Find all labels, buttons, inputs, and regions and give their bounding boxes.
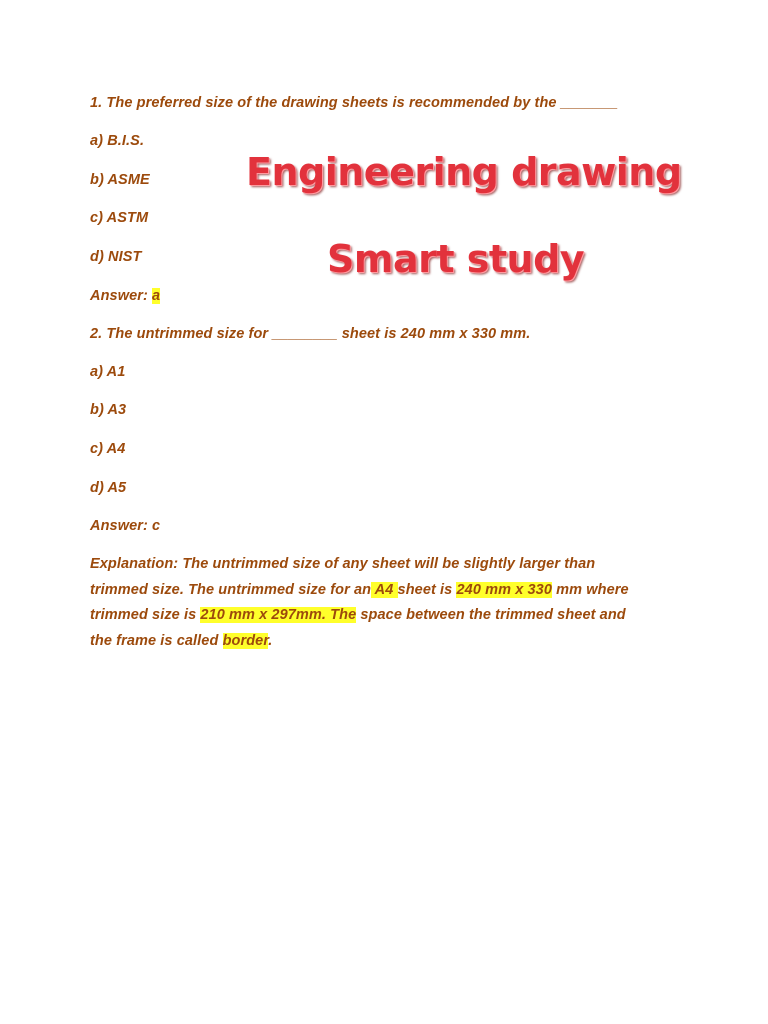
explanation-text: trimmed size is bbox=[90, 607, 201, 623]
question-2-option-c: c) A4 bbox=[90, 441, 126, 457]
question-1-text: 1. The preferred size of the drawing sheets is recommended by the _______ bbox=[90, 95, 618, 111]
explanation-text: sheet is bbox=[397, 582, 457, 598]
banner-title: Engineering drawing bbox=[246, 150, 682, 194]
question-2-option-b: b) A3 bbox=[90, 402, 127, 418]
question-1-option-c: c) ASTM bbox=[90, 210, 149, 226]
highlight-untrimmed-size: 240 mm x 330 bbox=[456, 582, 553, 598]
explanation-line-2 bbox=[90, 582, 629, 598]
question-1-answer bbox=[90, 288, 160, 304]
highlight-trimmed-size: 210 mm x 297mm. The bbox=[200, 607, 357, 623]
question-2-option-a: a) A1 bbox=[90, 364, 126, 380]
explanation-text: . bbox=[268, 633, 273, 649]
question-1-option-b: b) ASME bbox=[90, 172, 150, 188]
answer-value: a bbox=[152, 288, 161, 304]
question-2-text: 2. The untrimmed size for ________ sheet is 240 mm x 330 mm. bbox=[90, 326, 531, 342]
explanation-line-1: Explanation: The untrimmed size of any sheet will be slightly larger than bbox=[90, 556, 596, 572]
explanation-text: trimmed size. The untrimmed size for an bbox=[90, 582, 372, 598]
question-2-option-d: d) A5 bbox=[90, 480, 127, 496]
answer-label: Answer: bbox=[90, 288, 153, 304]
highlight-a4: A4 bbox=[371, 582, 398, 598]
question-2-answer: Answer: c bbox=[90, 518, 161, 534]
highlight-border: border bbox=[222, 633, 269, 649]
explanation-text: mm where bbox=[552, 582, 629, 598]
explanation-text: space between the trimmed sheet and bbox=[356, 607, 626, 623]
explanation-line-3 bbox=[90, 607, 626, 623]
explanation-line-4 bbox=[90, 633, 272, 649]
banner-subtitle: Smart study bbox=[327, 237, 585, 281]
question-1-option-d: d) NIST bbox=[90, 249, 142, 265]
explanation-text: the frame is called bbox=[90, 633, 223, 649]
question-1-option-a: a) B.I.S. bbox=[90, 133, 145, 149]
